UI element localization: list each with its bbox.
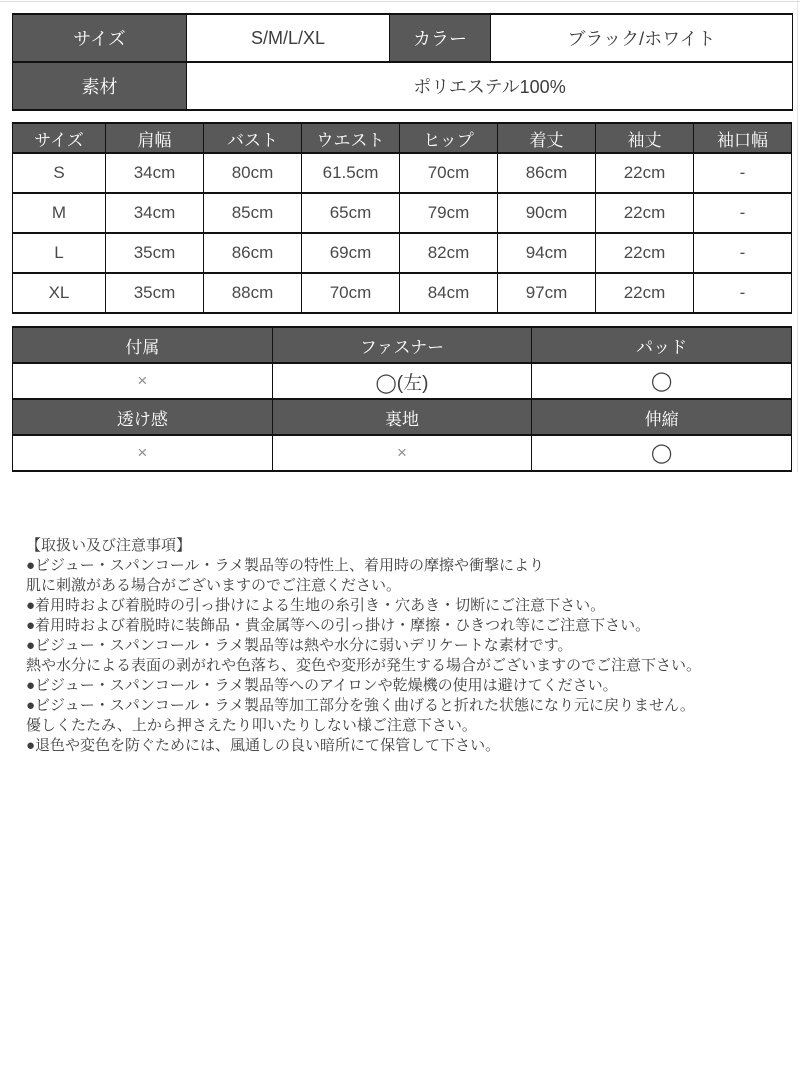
material-value-cell: ポリエステル100% xyxy=(187,62,793,110)
size-col-header: 肩幅 xyxy=(106,123,204,153)
measurement-cell: 90cm xyxy=(498,193,596,233)
spec-header-cell: パッド xyxy=(532,327,792,363)
info-table-row-size-color xyxy=(13,14,793,62)
measurement-cell: 35cm xyxy=(106,233,204,273)
spec-header-cell: ファスナー xyxy=(272,327,532,363)
care-note-line: ●着用時および着脱時の引っ掛けによる生地の糸引き・穴あき・切断にご注意下さい。 xyxy=(26,597,606,614)
measurement-cell: 22cm xyxy=(596,193,694,233)
size-table-row xyxy=(13,153,792,193)
size-row-label: M xyxy=(13,193,106,233)
spec-table-body xyxy=(13,327,792,471)
measurement-cell: 82cm xyxy=(400,233,498,273)
measurement-cell: - xyxy=(694,273,792,313)
care-note-line: ●退色や変色を防ぐためには、風通しの良い暗所にて保管して下さい。 xyxy=(26,737,501,754)
page-right-divider xyxy=(797,0,798,472)
measurement-cell: 34cm xyxy=(106,193,204,233)
care-note-line: ●ビジュー・スパンコール・ラメ製品等加工部分を強く曲げると折れた状態になり元に戻りません。 xyxy=(26,697,695,714)
size-col-header: 着丈 xyxy=(498,123,596,153)
care-note-line: ●ビジュー・スパンコール・ラメ製品等へのアイロンや乾燥機の使用は避けてください。 xyxy=(26,677,618,694)
spec-header-row xyxy=(13,399,792,435)
size-row-label: L xyxy=(13,233,106,273)
care-notes-lines xyxy=(26,556,788,756)
measurement-cell: - xyxy=(694,153,792,193)
care-notes-title: 【取扱い及び注意事項】 xyxy=(26,537,192,554)
spec-header-row xyxy=(13,327,792,363)
measurement-cell: 97cm xyxy=(498,273,596,313)
care-note-line: 熱や水分による表面の剥がれや色落ち、変色や変形が発生する場合がございますのでご注意下さい。 xyxy=(26,657,702,674)
spec-value-cell: ◯ xyxy=(532,363,792,399)
size-table-row xyxy=(13,233,792,273)
measurement-cell: 70cm xyxy=(400,153,498,193)
measurement-cell: 22cm xyxy=(596,233,694,273)
info-table-row-material xyxy=(13,62,793,110)
size-table-row xyxy=(13,193,792,233)
size-table-row xyxy=(13,273,792,313)
measurement-cell: 84cm xyxy=(400,273,498,313)
measurement-cell: 80cm xyxy=(204,153,302,193)
spec-header-cell: 伸縮 xyxy=(532,399,792,435)
spec-header-cell: 裏地 xyxy=(272,399,532,435)
spec-value-row xyxy=(13,363,792,399)
feature-spec-table xyxy=(12,326,792,472)
measurement-cell: 35cm xyxy=(106,273,204,313)
size-value-cell: S/M/L/XL xyxy=(187,14,390,62)
size-col-header: サイズ xyxy=(13,123,106,153)
measurement-cell: 86cm xyxy=(204,233,302,273)
size-table-header-row xyxy=(13,123,792,153)
care-note-line: 肌に刺激がある場合がございますのでご注意ください。 xyxy=(26,577,402,594)
material-label-cell: 素材 xyxy=(13,62,187,110)
spec-header-cell: 付属 xyxy=(13,327,273,363)
spec-value-cell: × xyxy=(13,435,273,471)
care-note-line: 優しくたたみ、上から押さえたり叩いたりしない様ご注意下さい。 xyxy=(26,717,477,734)
color-label-cell: カラー xyxy=(390,14,491,62)
color-value-cell: ブラック/ホワイト xyxy=(491,14,793,62)
size-col-header: ウエスト xyxy=(302,123,400,153)
measurement-cell: 94cm xyxy=(498,233,596,273)
measurement-cell: - xyxy=(694,233,792,273)
size-col-header: バスト xyxy=(204,123,302,153)
measurement-cell: 22cm xyxy=(596,273,694,313)
measurement-cell: 34cm xyxy=(106,153,204,193)
measurement-cell: 65cm xyxy=(302,193,400,233)
measurement-cell: 88cm xyxy=(204,273,302,313)
size-label-cell: サイズ xyxy=(13,14,187,62)
measurement-cell: 69cm xyxy=(302,233,400,273)
measurement-cell: 79cm xyxy=(400,193,498,233)
measurement-cell: 22cm xyxy=(596,153,694,193)
care-notes-section xyxy=(26,536,788,756)
measurement-cell: - xyxy=(694,193,792,233)
size-col-header: 袖丈 xyxy=(596,123,694,153)
spec-value-cell: × xyxy=(13,363,273,399)
measurement-cell: 61.5cm xyxy=(302,153,400,193)
spec-value-cell: ◯ xyxy=(532,435,792,471)
care-note-line: ●ビジュー・スパンコール・ラメ製品等の特性上、着用時の摩擦や衝撃により xyxy=(26,557,545,574)
spec-value-cell: ◯(左) xyxy=(272,363,532,399)
size-table-body xyxy=(13,153,792,313)
care-note-line: ●ビジュー・スパンコール・ラメ製品等は熱や水分に弱いデリケートな素材です。 xyxy=(26,637,573,654)
product-info-table xyxy=(12,13,793,111)
size-row-label: XL xyxy=(13,273,106,313)
size-measurement-table xyxy=(12,122,792,314)
size-row-label: S xyxy=(13,153,106,193)
measurement-cell: 85cm xyxy=(204,193,302,233)
measurement-cell: 70cm xyxy=(302,273,400,313)
spec-header-cell: 透け感 xyxy=(13,399,273,435)
size-col-header: 袖口幅 xyxy=(694,123,792,153)
spec-value-row xyxy=(13,435,792,471)
measurement-cell: 86cm xyxy=(498,153,596,193)
size-col-header: ヒップ xyxy=(400,123,498,153)
spec-value-cell: × xyxy=(272,435,532,471)
care-note-line: ●着用時および着脱時に装飾品・貴金属等への引っ掛け・摩擦・ひきつれ等にご注意下さい。 xyxy=(26,617,651,634)
page-top-divider xyxy=(0,1,800,2)
